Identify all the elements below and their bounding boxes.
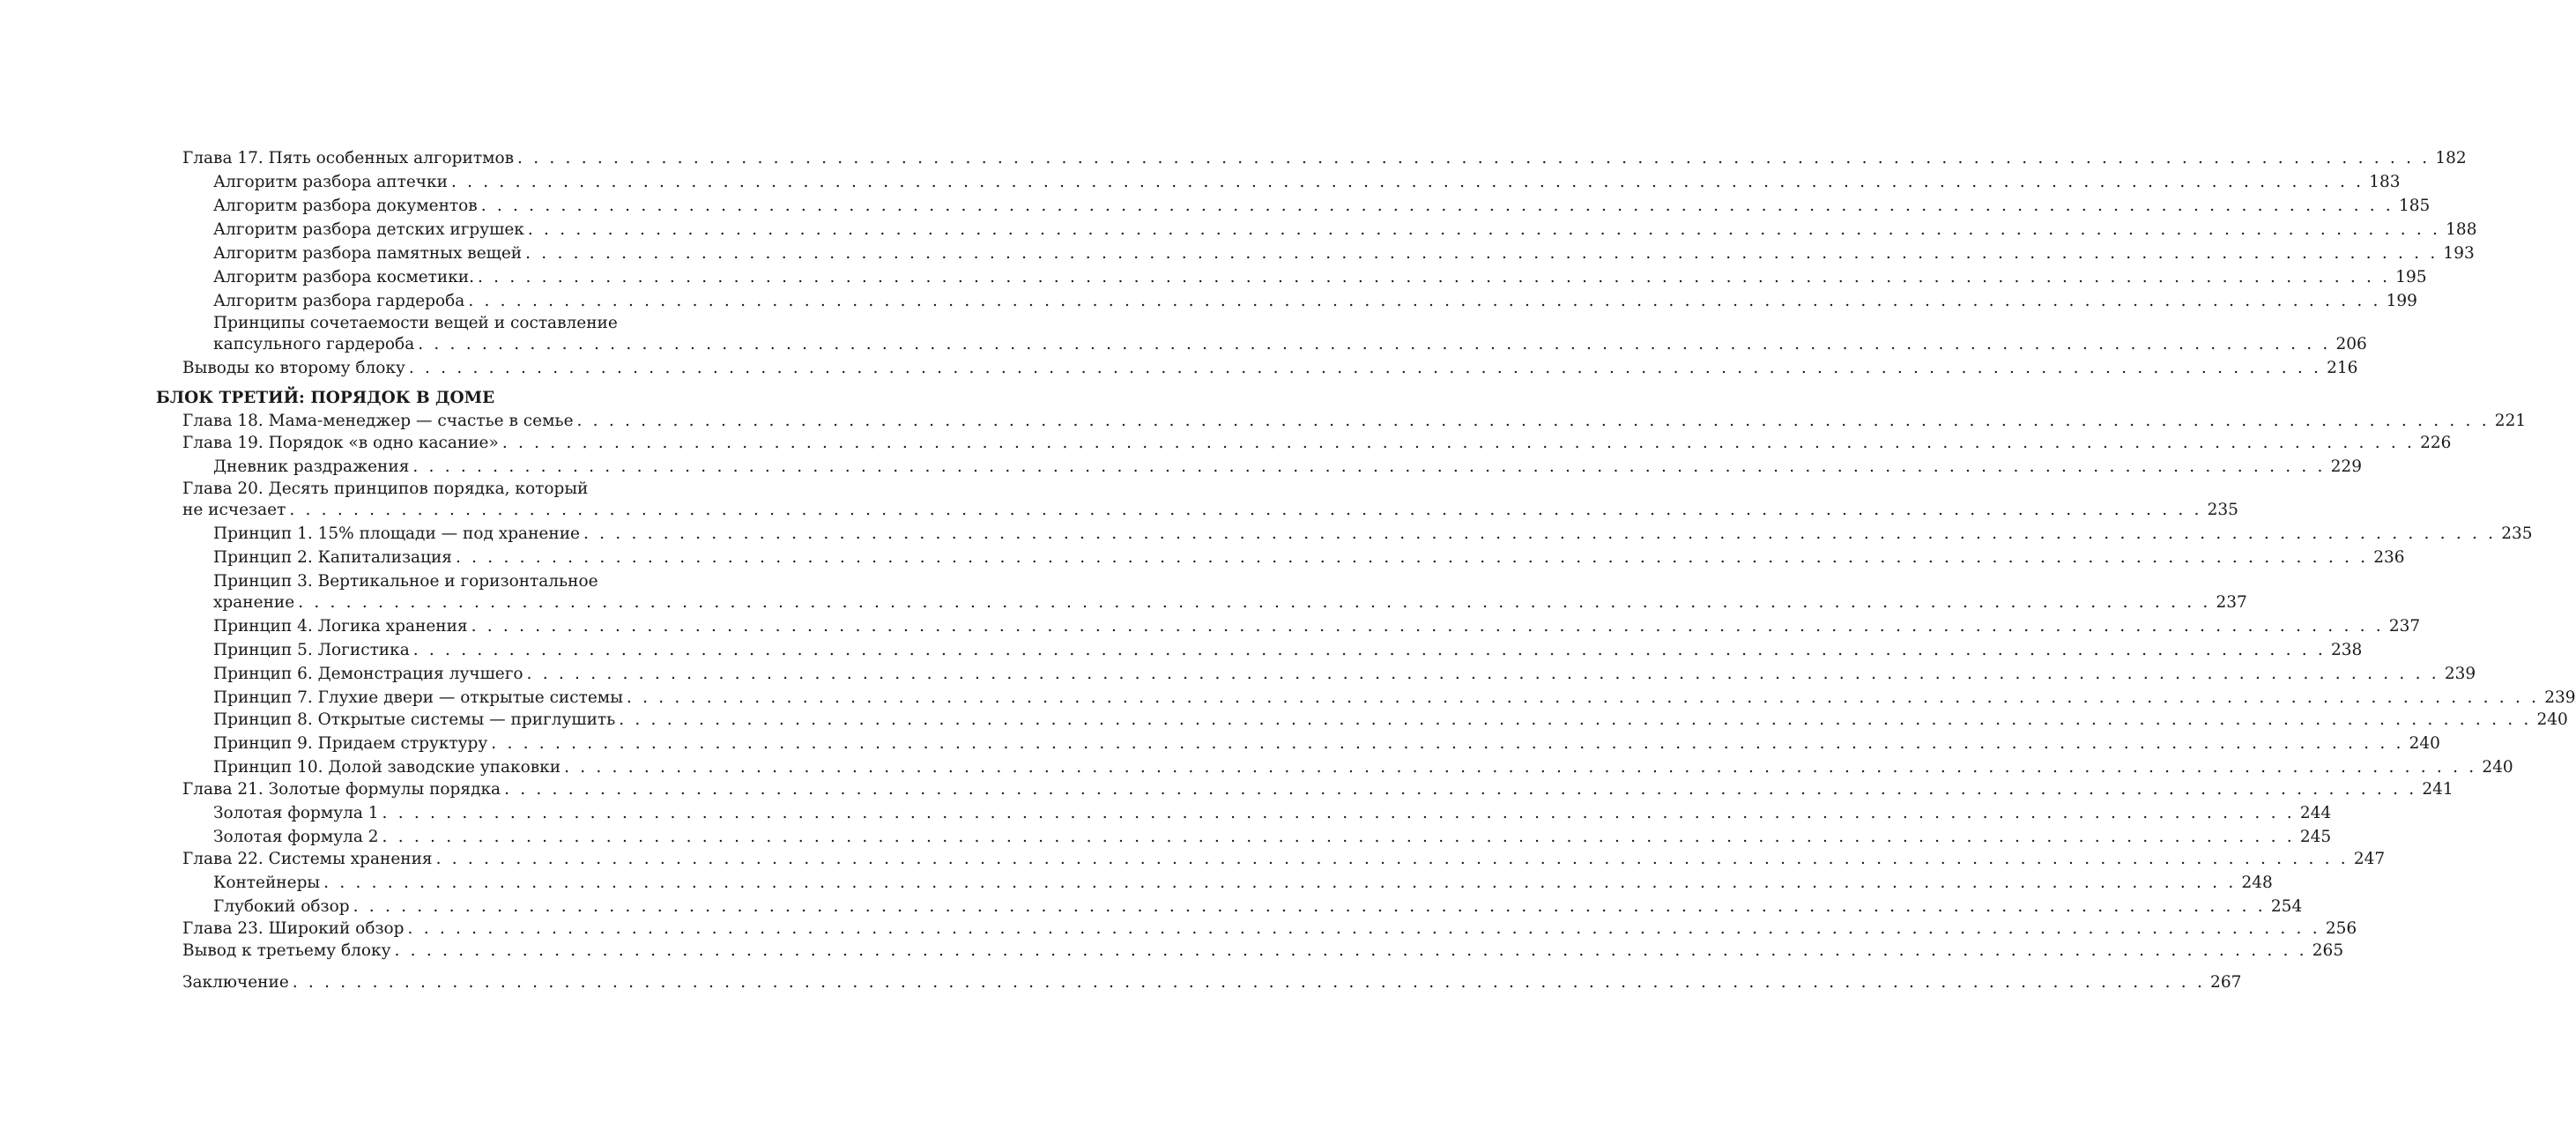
dot-leader: . . . . . . . . . . . . . . . . . . . . . . . . . . . . . . . . . . . . . . . . . . . . . . . . . . . . . . . . . . . . . . . . . . . . . . . . . . . . . . . . . . . . . . . . . . . . . . . . . . . . . . . . . . . . . . . . . . . . . . . .: [471, 617, 2384, 636]
toc-entry-page: 183: [2369, 173, 2401, 191]
toc-entry[interactable]: [182, 778, 2454, 801]
toc-entry-page: 182: [2435, 149, 2467, 167]
toc-entry[interactable]: [213, 687, 2576, 710]
toc-entry-title: Принцип 10. Долой заводские упаковки: [213, 758, 561, 777]
toc-entry-title: Алгоритм разбора гардероба: [213, 292, 465, 310]
dot-leader: . . . . . . . . . . . . . . . . . . . . . . . . . . . . . . . . . . . . . . . . . . . . . . . . . . . . . . . . . . . . . . . . . . . . . . . . . . . . . . . . . . . . . . . . . . . . . . . . . . . . . . . . . . . . . . . . . . . . . . . .: [501, 434, 2416, 452]
toc-entry-title: Принцип 4. Логика хранения: [213, 617, 468, 636]
toc-entry-page: 216: [2327, 359, 2358, 377]
dot-leader: . . . . . . . . . . . . . . . . . . . . . . . . . . . . . . . . . . . . . . . . . . . . . . . . . . . . . . . . . . . . . . . . . . . . . . . . . . . . . . . . . . . . . . . . . . . . . . . . . . . . . . . . . . . . . . . . . . . . . . . .: [491, 734, 2404, 753]
toc-entry[interactable]: [182, 432, 2452, 455]
toc-entry-page: 239: [2444, 665, 2476, 683]
toc-entry-page: 241: [2422, 780, 2454, 799]
dot-leader: . . . . . . . . . . . . . . . . . . . . . . . . . . . . . . . . . . . . . . . . . . . . . . . . . . . . . . . . . . . . . . . . . . . . . . . . . . . . . . . . . . . . . . . . . . . . . . . . . . . . . . . . . . . . . . . . . . . . . . . .: [504, 780, 2417, 799]
dot-leader: . . . . . . . . . . . . . . . . . . . . . . . . . . . . . . . . . . . . . . . . . . . . . . . . . . . . . . . . . . . . . . . . . . . . . . . . . . . . . . . . . . . . . . . . . . . . . . . . . . . . . . . . . . . . . . . . . . . . . . . .: [382, 828, 2295, 846]
toc-entry[interactable]: [213, 826, 2332, 849]
dot-leader: . . . . . . . . . . . . . . . . . . . . . . . . . . . . . . . . . . . . . . . . . . . . . . . . . . . . . . . . . . . . . . . . . . . . . . . . . . . . . . . . . . . . . . . . . . . . . . . . . . . . . . . . . . . . . . . . . . . . . . . .: [353, 897, 2266, 916]
toc-entry-page: 254: [2270, 897, 2303, 916]
toc-entry-title: Выводы ко второму блоку: [182, 359, 405, 377]
toc-entry[interactable]: [182, 971, 2242, 994]
dot-leader: . . . . . . . . . . . . . . . . . . . . . . . . . . . . . . . . . . . . . . . . . . . . . . . . . . . . . . . . . . . . . . . . . . . . . . . . . . . . . . . . . . . . . . . . . . . . . . . . . . . . . . . . . . . . . . . . . . . . . . . .: [407, 919, 2320, 938]
dot-leader: . . . . . . . . . . . . . . . . . . . . . . . . . . . . . . . . . . . . . . . . . . . . . . . . . . . . . . . . . . . . . . . . . . . . . . . . . . . . . . . . . . . . . . . . . . . . . . . . . . . . . . . . . . . . . . . . . . . . . . . .: [412, 457, 2326, 476]
toc-entry[interactable]: [213, 546, 2405, 569]
toc-entry[interactable]: [213, 591, 2247, 614]
toc-entry-page: 237: [2216, 593, 2247, 612]
toc-entry-title: Алгоритм разбора детских игрушек: [213, 220, 524, 239]
dot-leader: . . . . . . . . . . . . . . . . . . . . . . . . . . . . . . . . . . . . . . . . . . . . . . . . . . . . . . . . . . . . . . . . . . . . . . . . . . . . . . . . . . . . . . . . . . . . . . . . . . . . . . . . . . . . . . . . . . . . . . . .: [450, 173, 2364, 191]
dot-leader: . . . . . . . . . . . . . . . . . . . . . . . . . . . . . . . . . . . . . . . . . . . . . . . . . . . . . . . . . . . . . . . . . . . . . . . . . . . . . . . . . . . . . . . . . . . . . . . . . . . . . . . . . . . . . . . . . . . . . . . .: [408, 359, 2322, 377]
toc-entry-title: Вывод к третьему блоку: [182, 941, 391, 960]
toc-entry-page: 247: [2353, 850, 2386, 868]
toc-entry[interactable]: [213, 171, 2401, 194]
toc-entry[interactable]: [182, 918, 2357, 941]
toc-entry-title: Принцип 6. Демонстрация лучшего: [213, 665, 523, 683]
dot-leader: . . . . . . . . . . . . . . . . . . . . . . . . . . . . . . . . . . . . . . . . . . . . . . . . . . . . . . . . . . . . . . . . . . . . . . . . . . . . . . . . . . . . . . . . . . . . . . . . . . . . . . . . . . . . . . . . . . . . . . . .: [298, 593, 2211, 612]
dot-leader: . . . . . . . . . . . . . . . . . . . . . . . . . . . . . . . . . . . . . . . . . . . . . . . . . . . . . . . . . . . . . . . . . . . . . . . . . . . . . . . . . . . . . . . . . . . . . . . . . . . . . . . . . . . . . . . . . . . . . . . .: [468, 292, 2381, 310]
toc-entry-page: 240: [2482, 758, 2513, 777]
dot-leader: . . . . . . . . . . . . . . . . . . . . . . . . . . . . . . . . . . . . . . . . . . . . . . . . . . . . . . . . . . . . . . . . . . . . . . . . . . . . . . . . . . . . . . . . . . . . . . . . . . . . . . . . . . . . . . . . . . . . . . . .: [517, 149, 2431, 167]
toc-entry-title: Принцип 1. 15% площади — под хранение: [213, 524, 580, 543]
toc-entry-page: 236: [2373, 548, 2405, 567]
toc-entry-title: Алгоритм разбора косметики.: [213, 268, 474, 286]
toc-entry-title: Алгоритм разбора памятных вещей: [213, 244, 523, 263]
toc-entry[interactable]: [213, 709, 2568, 732]
section-heading: БЛОК ТРЕТИЙ: ПОРЯДОК В ДОМЕ: [156, 389, 495, 407]
toc-entry[interactable]: [213, 802, 2332, 825]
dot-leader: . . . . . . . . . . . . . . . . . . . . . . . . . . . . . . . . . . . . . . . . . . . . . . . . . . . . . . . . . . . . . . . . . . . . . . . . . . . . . . . . . . . . . . . . . . . . . . . . . . . . . . . . . . . . . . . . . . . . . . . .: [292, 973, 2206, 992]
toc-entry-page: 195: [2395, 268, 2427, 286]
dot-leader: . . . . . . . . . . . . . . . . . . . . . . . . . . . . . . . . . . . . . . . . . . . . . . . . . . . . . . . . . . . . . . . . . . . . . . . . . . . . . . . . . . . . . . . . . . . . . . . . . . . . . . . . . . . . . . . . . . . . . . . .: [626, 688, 2540, 707]
toc-entry-page: 235: [2501, 524, 2533, 543]
toc-entry-page: 245: [2299, 828, 2332, 846]
toc-entry[interactable]: [213, 732, 2440, 755]
toc-entry[interactable]: [182, 410, 2527, 433]
toc-entry-title: Принцип 7. Глухие двери — открытые системы: [213, 688, 623, 707]
toc-entry[interactable]: [213, 242, 2475, 265]
dot-leader: . . . . . . . . . . . . . . . . . . . . . . . . . . . . . . . . . . . . . . . . . . . . . . . . . . . . . . . . . . . . . . . . . . . . . . . . . . . . . . . . . . . . . . . . . . . . . . . . . . . . . . . . . . . . . . . . . . . . . . . .: [525, 244, 2439, 263]
toc-entry-title: Принцип 5. Логистика: [213, 641, 410, 659]
toc-entry-page: 235: [2207, 501, 2238, 519]
dot-leader: . . . . . . . . . . . . . . . . . . . . . . . . . . . . . . . . . . . . . . . . . . . . . . . . . . . . . . . . . . . . . . . . . . . . . . . . . . . . . . . . . . . . . . . . . . . . . . . . . . . . . . . . . . . . . . . . . . . . . . . .: [394, 941, 2307, 960]
toc-entry-title: не исчезает: [182, 501, 286, 519]
toc-entry-page: 188: [2446, 220, 2477, 239]
toc-entry-title: Глава 17. Пять особенных алгоритмов: [182, 149, 515, 167]
toc-entry-title: Глава 23. Широкий обзор: [182, 919, 405, 938]
dot-leader: . . . . . . . . . . . . . . . . . . . . . . . . . . . . . . . . . . . . . . . . . . . . . . . . . . . . . . . . . . . . . . . . . . . . . . . . . . . . . . . . . . . . . . . . . . . . . . . . . . . . . . . . . . . . . . . . . . . . . . . .: [480, 197, 2394, 215]
toc-entry-page: 199: [2386, 292, 2417, 310]
toc-entry[interactable]: [213, 615, 2421, 638]
toc-entry-title: Алгоритм разбора документов: [213, 197, 478, 215]
toc-entry[interactable]: [213, 872, 2273, 895]
toc-entry-title: Принцип 9. Придаем структуру: [213, 734, 488, 753]
toc-entry-title: Принцип 8. Открытые системы — приглушить: [213, 710, 616, 729]
toc-entry[interactable]: [213, 333, 2367, 356]
toc-entry[interactable]: [213, 219, 2477, 242]
toc-entry-title: Глубокий обзор: [213, 897, 350, 916]
toc-entry-page: 265: [2312, 941, 2344, 960]
toc-entry[interactable]: [213, 195, 2431, 218]
toc-entry[interactable]: [213, 663, 2476, 686]
toc-entry-page: 248: [2241, 874, 2273, 892]
dot-leader: . . . . . . . . . . . . . . . . . . . . . . . . . . . . . . . . . . . . . . . . . . . . . . . . . . . . . . . . . . . . . . . . . . . . . . . . . . . . . . . . . . . . . . . . . . . . . . . . . . . . . . . . . . . . . . . . . . . . . . . .: [619, 710, 2532, 729]
toc-entry-page: 193: [2443, 244, 2475, 263]
toc-entry-title-line1: Глава 20. Десять принципов порядка, который: [182, 480, 589, 498]
toc-entry[interactable]: [213, 266, 2427, 289]
dot-leader: . . . . . . . . . . . . . . . . . . . . . . . . . . . . . . . . . . . . . . . . . . . . . . . . . . . . . . . . . . . . . . . . . . . . . . . . . . . . . . . . . . . . . . . . . . . . . . . . . . . . . . . . . . . . . . . . . . . . . . . .: [435, 850, 2349, 868]
dot-leader: . . . . . . . . . . . . . . . . . . . . . . . . . . . . . . . . . . . . . . . . . . . . . . . . . . . . . . . . . . . . . . . . . . . . . . . . . . . . . . . . . . . . . . . . . . . . . . . . . . . . . . . . . . . . . . . . . . . . . . . .: [418, 335, 2331, 353]
toc-entry-page: 206: [2335, 335, 2367, 353]
toc-entry[interactable]: [182, 357, 2358, 380]
toc-entry[interactable]: [213, 523, 2533, 546]
toc-entry[interactable]: [213, 290, 2417, 313]
dot-leader: . . . . . . . . . . . . . . . . . . . . . . . . . . . . . . . . . . . . . . . . . . . . . . . . . . . . . . . . . . . . . . . . . . . . . . . . . . . . . . . . . . . . . . . . . . . . . . . . . . . . . . . . . . . . . . . . . . . . . . . .: [576, 412, 2490, 430]
toc-entry-page: 267: [2210, 973, 2242, 992]
toc-entry-page: 229: [2330, 457, 2362, 476]
toc-entry-title: хранение: [213, 593, 295, 612]
toc-entry[interactable]: [182, 940, 2344, 963]
toc-entry-page: 226: [2420, 434, 2452, 452]
toc-entry-title: Золотая формула 1: [213, 804, 379, 822]
dot-leader: . . . . . . . . . . . . . . . . . . . . . . . . . . . . . . . . . . . . . . . . . . . . . . . . . . . . . . . . . . . . . . . . . . . . . . . . . . . . . . . . . . . . . . . . . . . . . . . . . . . . . . . . . . . . . . . . . . . . . . . .: [527, 220, 2441, 239]
toc-entry-page: 239: [2544, 688, 2576, 707]
toc-entry-page: 256: [2325, 919, 2357, 938]
toc-entry[interactable]: [182, 848, 2386, 871]
toc-entry[interactable]: [182, 499, 2238, 522]
toc-entry-title-line1: Принципы сочетаемости вещей и составление: [213, 314, 618, 332]
toc-entry-title: капсульного гардероба: [213, 335, 415, 353]
dot-leader: . . . . . . . . . . . . . . . . . . . . . . . . . . . . . . . . . . . . . . . . . . . . . . . . . . . . . . . . . . . . . . . . . . . . . . . . . . . . . . . . . . . . . . . . . . . . . . . . . . . . . . . . . . . . . . . . . . . . . . . .: [564, 758, 2477, 777]
toc-entry-title: Заключение: [182, 973, 289, 992]
toc-entry-title: Золотая формула 2: [213, 828, 379, 846]
toc-entry-page: 185: [2398, 197, 2431, 215]
toc-entry-title: Глава 21. Золотые формулы порядка: [182, 780, 501, 799]
dot-leader: . . . . . . . . . . . . . . . . . . . . . . . . . . . . . . . . . . . . . . . . . . . . . . . . . . . . . . . . . . . . . . . . . . . . . . . . . . . . . . . . . . . . . . . . . . . . . . . . . . . . . . . . . . . . . . . . . . . . . . . .: [382, 804, 2295, 822]
dot-leader: . . . . . . . . . . . . . . . . . . . . . . . . . . . . . . . . . . . . . . . . . . . . . . . . . . . . . . . . . . . . . . . . . . . . . . . . . . . . . . . . . . . . . . . . . . . . . . . . . . . . . . . . . . . . . . . . . . . . . . . .: [478, 268, 2391, 286]
toc-entry[interactable]: [213, 756, 2513, 779]
dot-leader: . . . . . . . . . . . . . . . . . . . . . . . . . . . . . . . . . . . . . . . . . . . . . . . . . . . . . . . . . . . . . . . . . . . . . . . . . . . . . . . . . . . . . . . . . . . . . . . . . . . . . . . . . . . . . . . . . . . . . . . .: [323, 874, 2237, 892]
toc-entry-page: 240: [2536, 710, 2568, 729]
toc-entry-page: 237: [2388, 617, 2421, 636]
toc-entry-page: 244: [2299, 804, 2332, 822]
toc-entry-title: Дневник раздражения: [213, 457, 410, 476]
toc-entry-title: Глава 18. Мама-менеджер — счастье в семье: [182, 412, 574, 430]
toc-entry-title-line1: Принцип 3. Вертикальное и горизонтальное: [213, 572, 598, 591]
toc-entry[interactable]: [182, 147, 2467, 170]
toc-entry-title: Глава 22. Системы хранения: [182, 850, 433, 868]
dot-leader: . . . . . . . . . . . . . . . . . . . . . . . . . . . . . . . . . . . . . . . . . . . . . . . . . . . . . . . . . . . . . . . . . . . . . . . . . . . . . . . . . . . . . . . . . . . . . . . . . . . . . . . . . . . . . . . . . . . . . . . .: [583, 524, 2497, 543]
dot-leader: . . . . . . . . . . . . . . . . . . . . . . . . . . . . . . . . . . . . . . . . . . . . . . . . . . . . . . . . . . . . . . . . . . . . . . . . . . . . . . . . . . . . . . . . . . . . . . . . . . . . . . . . . . . . . . . . . . . . . . . .: [526, 665, 2439, 683]
toc-entry-page: 238: [2331, 641, 2363, 659]
dot-leader: . . . . . . . . . . . . . . . . . . . . . . . . . . . . . . . . . . . . . . . . . . . . . . . . . . . . . . . . . . . . . . . . . . . . . . . . . . . . . . . . . . . . . . . . . . . . . . . . . . . . . . . . . . . . . . . . . . . . . . . .: [412, 641, 2327, 659]
toc-entry-title: Глава 19. Порядок «в одно касание»: [182, 434, 499, 452]
toc-entry-page: 221: [2494, 412, 2527, 430]
toc-entry[interactable]: [213, 639, 2363, 662]
toc-entry[interactable]: [213, 456, 2362, 479]
toc-entry-title: Алгоритм разбора аптечки: [213, 173, 448, 191]
dot-leader: . . . . . . . . . . . . . . . . . . . . . . . . . . . . . . . . . . . . . . . . . . . . . . . . . . . . . . . . . . . . . . . . . . . . . . . . . . . . . . . . . . . . . . . . . . . . . . . . . . . . . . . . . . . . . . . . . . . . . . . .: [289, 501, 2202, 519]
toc-entry-title: Контейнеры: [213, 874, 321, 892]
toc-entry-title: Принцип 2. Капитализация: [213, 548, 452, 567]
toc-entry-page: 240: [2409, 734, 2440, 753]
toc-entry[interactable]: [213, 896, 2303, 918]
dot-leader: . . . . . . . . . . . . . . . . . . . . . . . . . . . . . . . . . . . . . . . . . . . . . . . . . . . . . . . . . . . . . . . . . . . . . . . . . . . . . . . . . . . . . . . . . . . . . . . . . . . . . . . . . . . . . . . . . . . . . . . .: [455, 548, 2369, 567]
